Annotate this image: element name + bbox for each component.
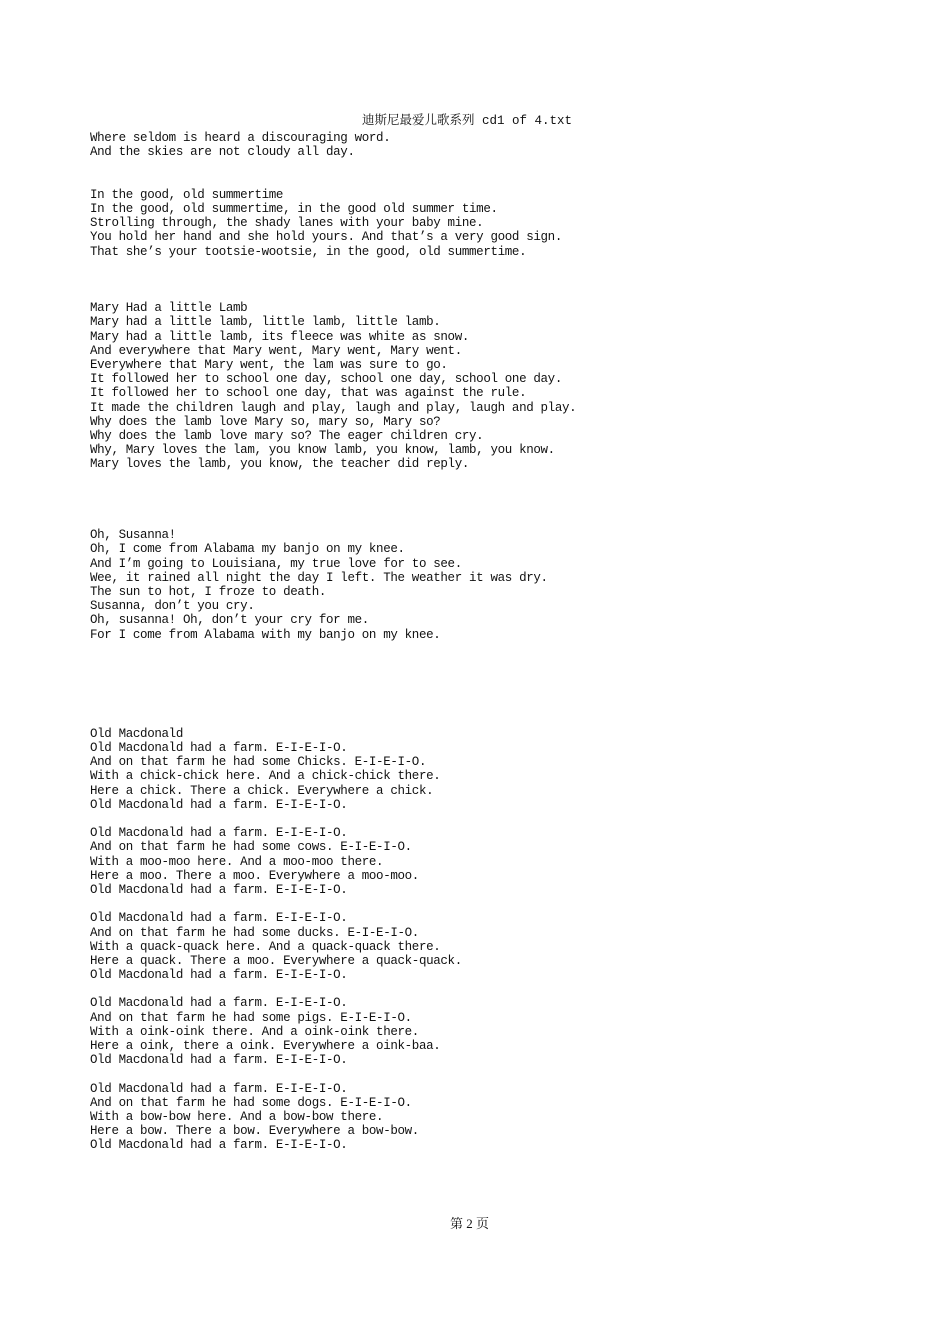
text-line: Here a oink, there a oink. Everywhere a oink-baa. (90, 1039, 441, 1053)
text-line: For I come from Alabama with my banjo on my knee. (90, 627, 441, 642)
text-line: Oh, I come from Alabama my banjo on my knee. (90, 542, 405, 557)
blank-line (90, 642, 910, 656)
blank-line (90, 670, 910, 684)
text-line: Everywhere that Mary went, the lam was sure to go. (90, 358, 448, 372)
blank-line (90, 287, 910, 301)
text-line: It followed her to school one day, school one day, school one day. (90, 372, 562, 387)
text-line: Where seldom is heard a discouraging word. (90, 131, 391, 145)
blank-line (90, 159, 910, 173)
blank-line (90, 982, 910, 996)
text-line: And on that farm he had some Chicks. E-I-E-I-O. (90, 755, 427, 770)
text-line: That she’s your tootsie-wootsie, in the good, old summertime. (90, 244, 527, 259)
text-line: Old Macdonald had a farm. E-I-E-I-O. (90, 996, 348, 1011)
blank-line (90, 713, 910, 727)
text-line: In the good, old summertime, in the good old summer time. (90, 201, 498, 216)
text-line: And everywhere that Mary went, Mary went, Mary went. (90, 343, 462, 358)
text-line: Strolling through, the shady lanes with your baby mine. (90, 216, 484, 231)
blank-line (90, 514, 910, 528)
text-line: Here a bow. There a bow. Everywhere a bow-bow. (90, 1124, 419, 1139)
text-line: Old Macdonald had a farm. E-I-E-I-O. (90, 1138, 348, 1153)
text-line: And on that farm he had some dogs. E-I-E-I-O. (90, 1095, 412, 1110)
text-line: Susanna, don’t you cry. (90, 599, 255, 614)
text-line: Old Macdonald had a farm. E-I-E-I-O. (90, 741, 348, 756)
text-line: It followed her to school one day, that was against the rule. (90, 386, 527, 401)
blank-line (90, 656, 910, 670)
text-line: Oh, susanna! Oh, don’t your cry for me. (90, 613, 369, 628)
blank-line (90, 472, 910, 486)
blank-line (90, 897, 910, 911)
text-line: Wee, it rained all night the day I left. The weather it was dry. (90, 570, 548, 585)
blank-line (90, 259, 910, 273)
text-line: Mary had a little lamb, its fleece was white as snow. (90, 329, 470, 344)
text-line: And I’m going to Louisiana, my true love for to see. (90, 556, 462, 571)
blank-line (90, 174, 910, 188)
song-lyrics-body (90, 131, 910, 1153)
text-line: Old Macdonald had a farm. E-I-E-I-O. (90, 1081, 348, 1096)
text-line: With a bow-bow here. And a bow-bow there. (90, 1109, 384, 1124)
text-line: Mary Had a little Lamb (90, 301, 248, 316)
text-line: Old Macdonald had a farm. E-I-E-I-O. (90, 882, 348, 897)
text-line: Here a chick. There a chick. Everywhere a chick. (90, 783, 434, 798)
text-line: And on that farm he had some cows. E-I-E-I-O. (90, 840, 412, 855)
text-line: With a moo-moo here. And a moo-moo there. (90, 854, 384, 869)
blank-line (90, 812, 910, 826)
text-line: Mary loves the lamb, you know, the teacher did reply. (90, 457, 470, 472)
text-line: Old Macdonald had a farm. E-I-E-I-O. (90, 1053, 348, 1068)
text-line: Old Macdonald had a farm. E-I-E-I-O. (90, 968, 348, 983)
text-line: In the good, old summertime (90, 187, 284, 202)
text-line: Here a moo. There a moo. Everywhere a moo-moo. (90, 868, 419, 883)
text-line: The sun to hot, I froze to death. (90, 585, 326, 599)
page-header-title: 迪斯尼最爱儿歌系列 cd1 of 4.txt (362, 114, 573, 128)
text-line: Old Macdonald had a farm. E-I-E-I-O. (90, 797, 348, 812)
text-line: It made the children laugh and play, laugh and play, laugh and play. (90, 400, 577, 415)
text-line: And on that farm he had some pigs. E-I-E-I-O. (90, 1010, 412, 1025)
text-line: Old Macdonald had a farm. E-I-E-I-O. (90, 911, 348, 926)
blank-line (90, 486, 910, 500)
blank-line (90, 699, 910, 713)
text-line: Old Macdonald (90, 726, 183, 741)
blank-line (90, 500, 910, 514)
text-line: Why does the lamb love Mary so, mary so, Mary so? (90, 414, 441, 429)
text-line: Here a quack. There a moo. Everywhere a quack-quack. (90, 953, 462, 968)
text-line: And the skies are not cloudy all day. (90, 145, 355, 160)
text-line: Why does the lamb love mary so? The eager children cry. (90, 428, 484, 443)
text-line: And on that farm he had some ducks. E-I-E-I-O. (90, 925, 419, 940)
text-line: You hold her hand and she hold yours. And that’s a very good sign. (90, 230, 562, 245)
blank-line (90, 1067, 910, 1081)
text-line: Why, Mary loves the lam, you know lamb, you know, lamb, you know. (90, 443, 555, 458)
text-line: Old Macdonald had a farm. E-I-E-I-O. (90, 826, 348, 841)
text-line: Mary had a little lamb, little lamb, little lamb. (90, 315, 441, 330)
text-line: With a chick-chick here. And a chick-chick there. (90, 769, 441, 784)
text-line: With a quack-quack here. And a quack-quack there. (90, 939, 441, 954)
blank-line (90, 684, 910, 698)
text-line: With a oink-oink there. And a oink-oink there. (90, 1024, 419, 1039)
page-number-footer: 第 2 页 (450, 1216, 490, 1231)
text-line: Oh, Susanna! (90, 528, 176, 543)
blank-line (90, 273, 910, 287)
